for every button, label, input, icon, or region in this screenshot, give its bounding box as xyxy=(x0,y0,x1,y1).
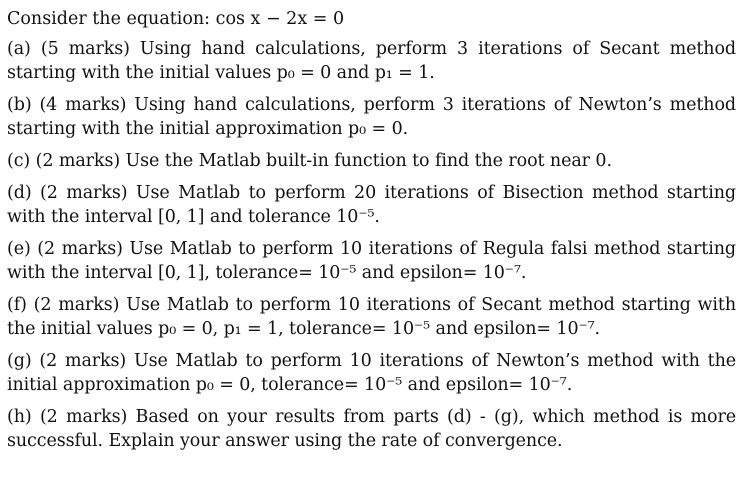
part-h xyxy=(7,405,736,453)
part-g-line-2: initial approximation p₀ = 0, tolerance= 10⁻⁵ and epsilon= 10⁻⁷. xyxy=(7,375,573,395)
part-b-line-1: (b) (4 marks) Using hand calculations, perform 3 iterations of Newton’s method xyxy=(7,95,736,115)
part-b-line-2: starting with the initial approximation p₀ = 0. xyxy=(7,119,409,139)
part-g-line-1: (g) (2 marks) Use Matlab to perform 10 iterations of Newton’s method with the xyxy=(7,351,736,371)
part-e-line-2: with the interval [0, 1], tolerance= 10⁻⁵ and epsilon= 10⁻⁷. xyxy=(7,263,527,283)
problem-statement: Consider the equation: cos x − 2x = 0 xyxy=(7,9,345,29)
part-c xyxy=(7,149,736,173)
part-d xyxy=(7,181,736,229)
part-a-line-2: starting with the initial values p₀ = 0 and p₁ = 1. xyxy=(7,63,435,83)
part-a xyxy=(7,37,736,85)
part-f-line-1: (f) (2 marks) Use Matlab to perform 10 iterations of Secant method starting with xyxy=(7,295,736,315)
part-g xyxy=(7,349,736,397)
part-e xyxy=(7,237,736,285)
part-c-line-1: (c) (2 marks) Use the Matlab built-in function to find the root near 0. xyxy=(7,151,612,171)
part-b xyxy=(7,93,736,141)
part-d-line-2: with the interval [0, 1] and tolerance 10⁻⁵. xyxy=(7,207,380,227)
part-h-line-2: successful. Explain your answer using the rate of convergence. xyxy=(7,431,563,451)
part-h-line-1: (h) (2 marks) Based on your results from parts (d) - (g), which method is more xyxy=(7,407,736,427)
part-a-line-1: (a) (5 marks) Using hand calculations, perform 3 iterations of Secant method xyxy=(7,39,736,59)
part-f xyxy=(7,293,736,341)
part-f-line-2: the initial values p₀ = 0, p₁ = 1, tolerance= 10⁻⁵ and epsilon= 10⁻⁷. xyxy=(7,319,601,339)
part-d-line-1: (d) (2 marks) Use Matlab to perform 20 iterations of Bisection method starting xyxy=(7,183,736,203)
part-e-line-1: (e) (2 marks) Use Matlab to perform 10 iterations of Regula falsi method starting xyxy=(7,239,736,259)
